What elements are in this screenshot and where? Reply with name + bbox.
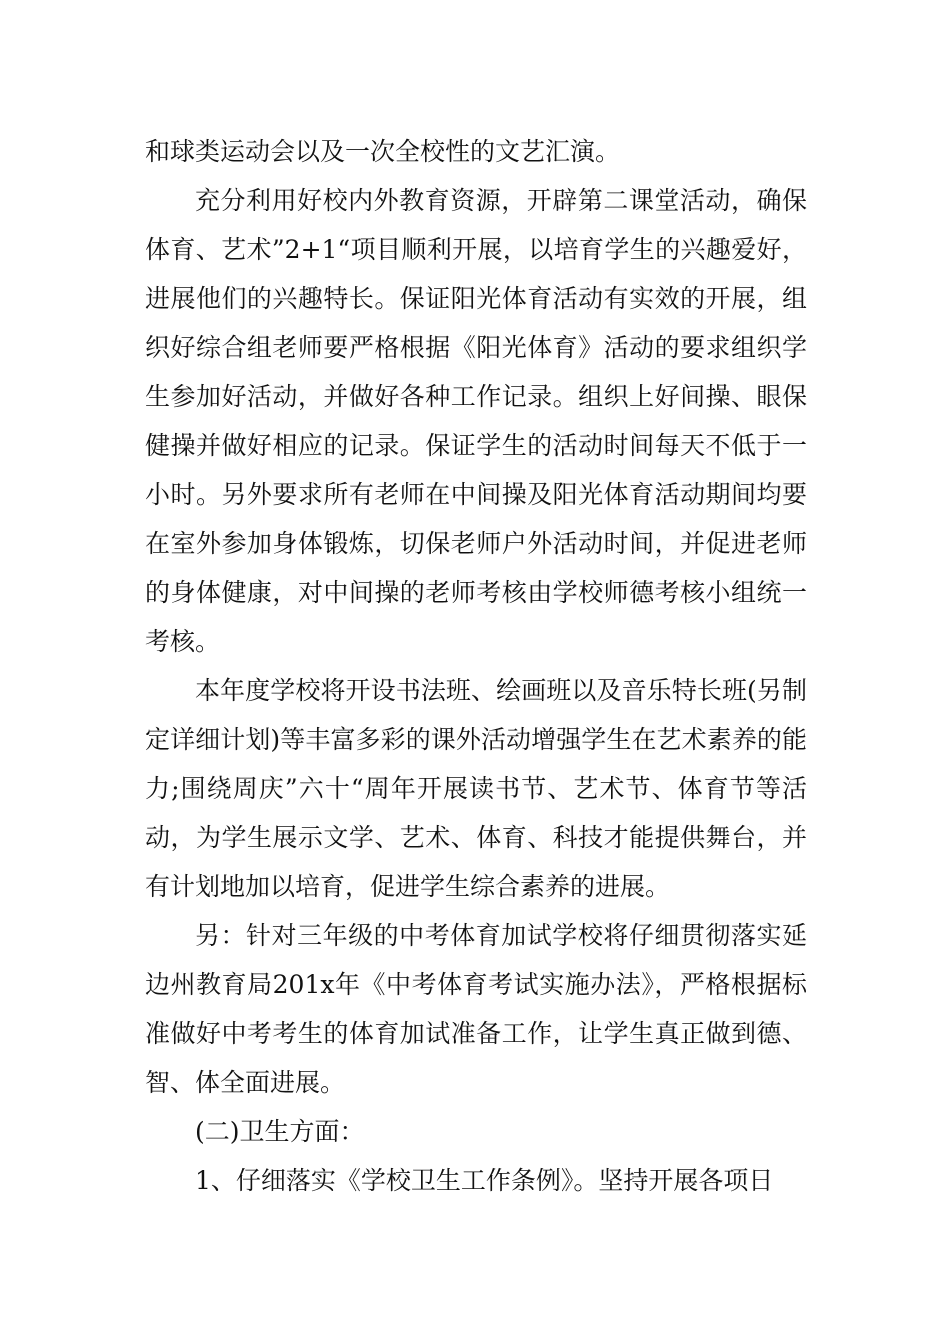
document-body	[145, 127, 807, 1205]
section-heading-hygiene: (二)卫生方面：	[195, 1117, 365, 1146]
paragraph-activities: 充分利用好校内外教育资源，开辟第二课堂活动，确保体育、艺术”2+1“项目顺利开展，以培育学生的兴趣爱好，进展他们的兴趣特长。保证阳光体育活动有实效的开展，组织好综合组老师要严格根据《阳光体育》活动的要求组织学生参加好活动，并做好各种工作记录。组织上好间操、眼保健操并做好相应的记录。保证学生的活动时间每天不低于一小时。另外要求所有老师在中间操及阳光体育活动期间均要在室外参加身体锻炼，切保老师户外活动时间，并促进老师的身体健康，对中间操的老师考核由学校师德考核小组统一考核。	[145, 186, 807, 656]
paragraph-arts-classes: 本年度学校将开设书法班、绘画班以及音乐特长班(另制定详细计划)等丰富多彩的课外活动增强学生在艺术素养的能力;围绕周庆”六十“周年开展读书节、艺术节、体育节等活动，为学生展示文学、艺术、体育、科技才能提供舞台，并有计划地加以培育，促进学生综合素养的进展。	[145, 676, 807, 901]
paragraph-hygiene-item-1: 1、仔细落实《学校卫生工作条例》。坚持开展各项日	[195, 1166, 774, 1195]
paragraph-pe-exam: 另：针对三年级的中考体育加试学校将仔细贯彻落实延边州教育局201x年《中考体育考试实施办法》，严格根据标准做好中考考生的体育加试准备工作，让学生真正做到德、智、体全面进展。	[145, 921, 807, 1097]
paragraph-continuation: 和球类运动会以及一次全校性的文艺汇演。	[145, 137, 621, 166]
